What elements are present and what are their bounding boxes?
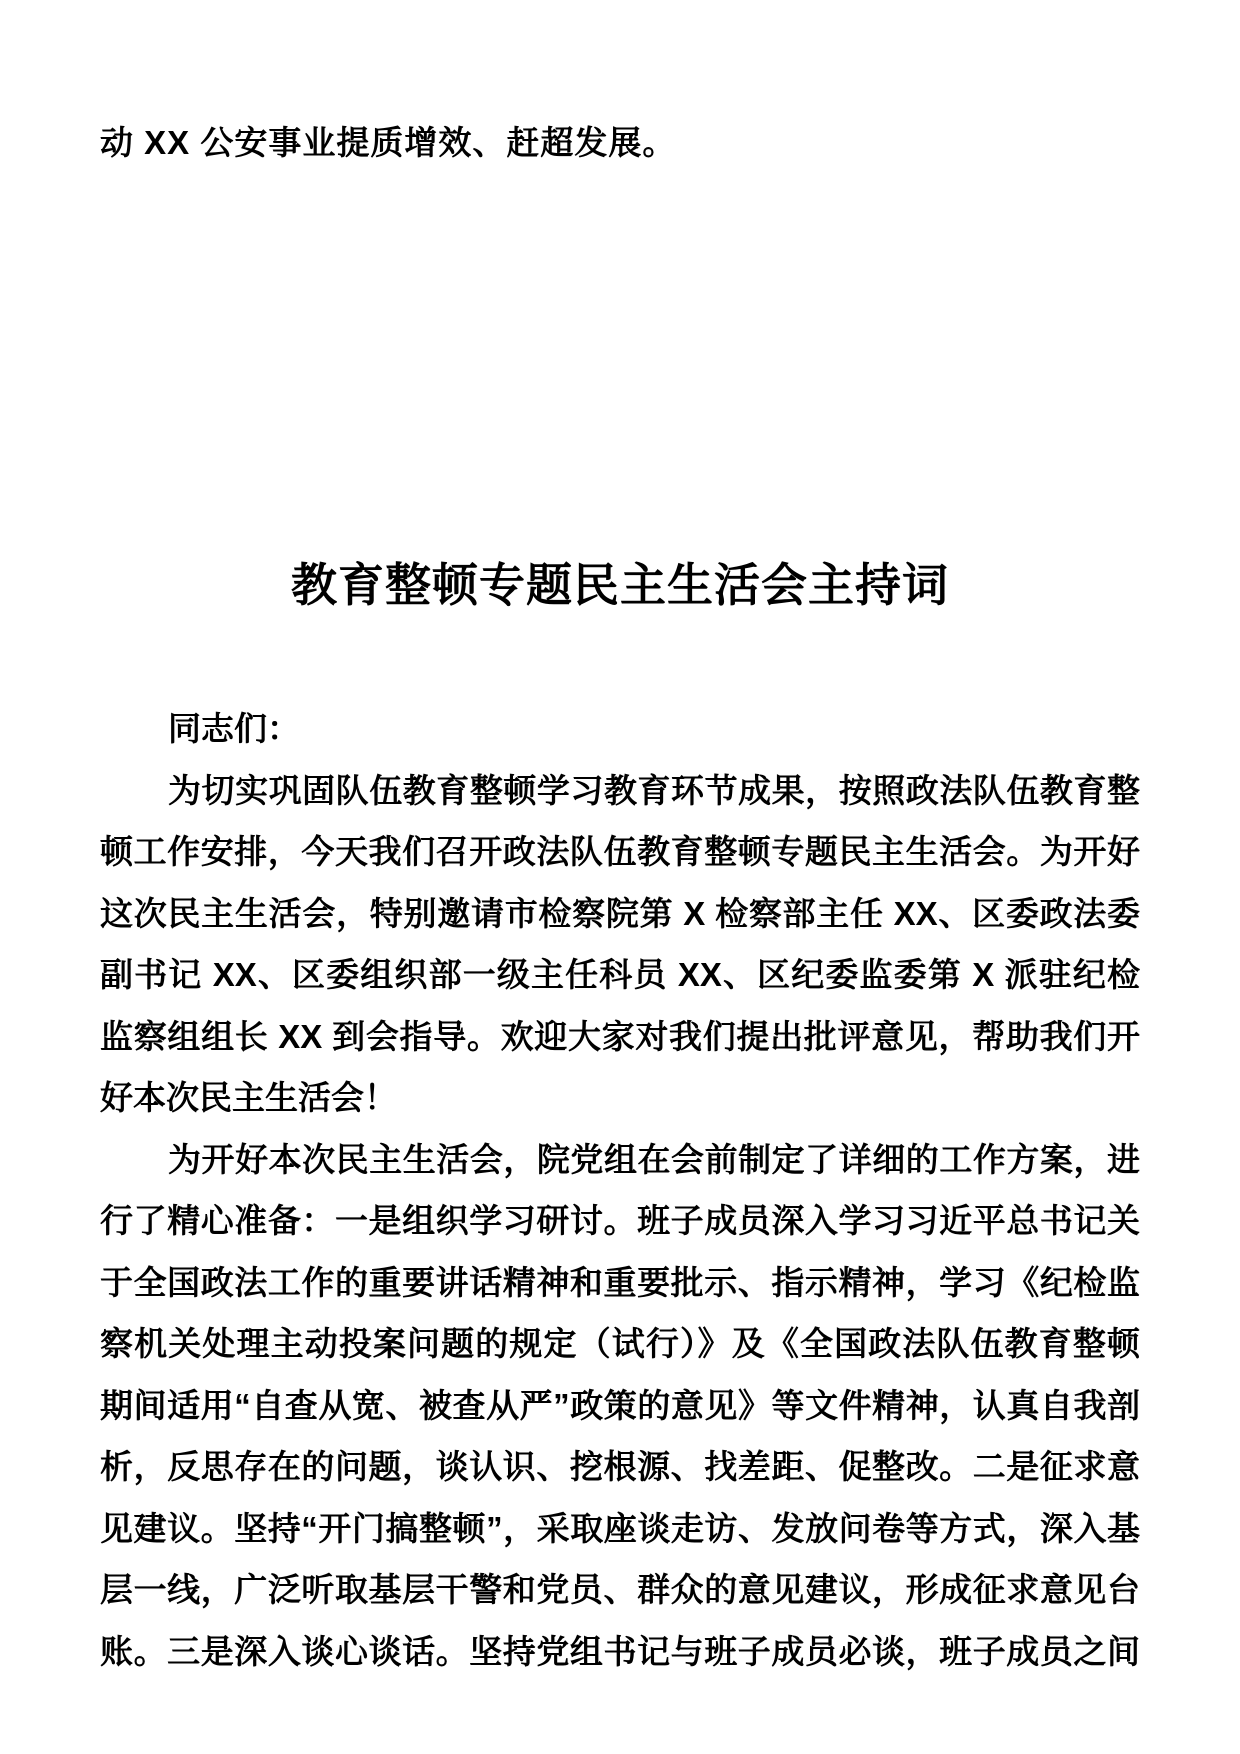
text-line: 监察组组长 XX 到会指导。欢迎大家对我们提出批评意见，帮助我们开 xyxy=(100,1017,1140,1055)
text-line: 这次民主生活会，特别邀请市检察院第 X 检察部主任 XX、区委政法委 xyxy=(100,894,1140,932)
paragraph-2 xyxy=(100,1129,1140,1683)
salutation: 同志们： xyxy=(168,710,300,747)
text-line: 为开好本次民主生活会，院党组在会前制定了详细的工作方案，进 xyxy=(168,1140,1140,1178)
document-body xyxy=(100,698,1140,1682)
text-line: 为切实巩固队伍教育整顿学习教育环节成果，按照政法队伍教育整 xyxy=(168,771,1140,809)
text-line: 顿工作安排，今天我们召开政法队伍教育整顿专题民主生活会。为开好 xyxy=(100,833,1140,870)
text-line: 好本次民主生活会！ xyxy=(100,1079,397,1116)
carryover-line: 动 XX 公安事业提质增效、赶超发展。 xyxy=(100,124,677,161)
text-line: 行了精心准备：一是组织学习研讨。班子成员深入学习习近平总书记关 xyxy=(100,1202,1140,1239)
text-line: 期间适用“自查从宽、被查从严”政策的意见》等文件精神，认真自我剖 xyxy=(100,1386,1140,1424)
document-title: 教育整顿专题民主生活会主持词 xyxy=(291,559,949,611)
text-line: 副书记 XX、区委组织部一级主任科员 XX、区纪委监委第 X 派驻纪检 xyxy=(100,956,1140,993)
text-line: 析，反思存在的问题，谈认识、挖根源、找差距、促整改。二是征求意 xyxy=(100,1448,1140,1485)
paragraph-1 xyxy=(100,760,1140,1129)
text-line: 见建议。坚持“开门搞整顿”，采取座谈走访、发放问卷等方式，深入基 xyxy=(100,1509,1140,1547)
text-line: 层一线，广泛听取基层干警和党员、群众的意见建议，形成征求意见台 xyxy=(100,1571,1140,1608)
text-line: 察机关处理主动投案问题的规定（试行）》及《全国政法队伍教育整顿 xyxy=(100,1325,1140,1362)
text-line: 账。三是深入谈心谈话。坚持党组书记与班子成员必谈，班子成员之间 xyxy=(100,1632,1140,1670)
text-line: 于全国政法工作的重要讲话精神和重要批示、指示精神，学习《纪检监 xyxy=(100,1263,1140,1301)
